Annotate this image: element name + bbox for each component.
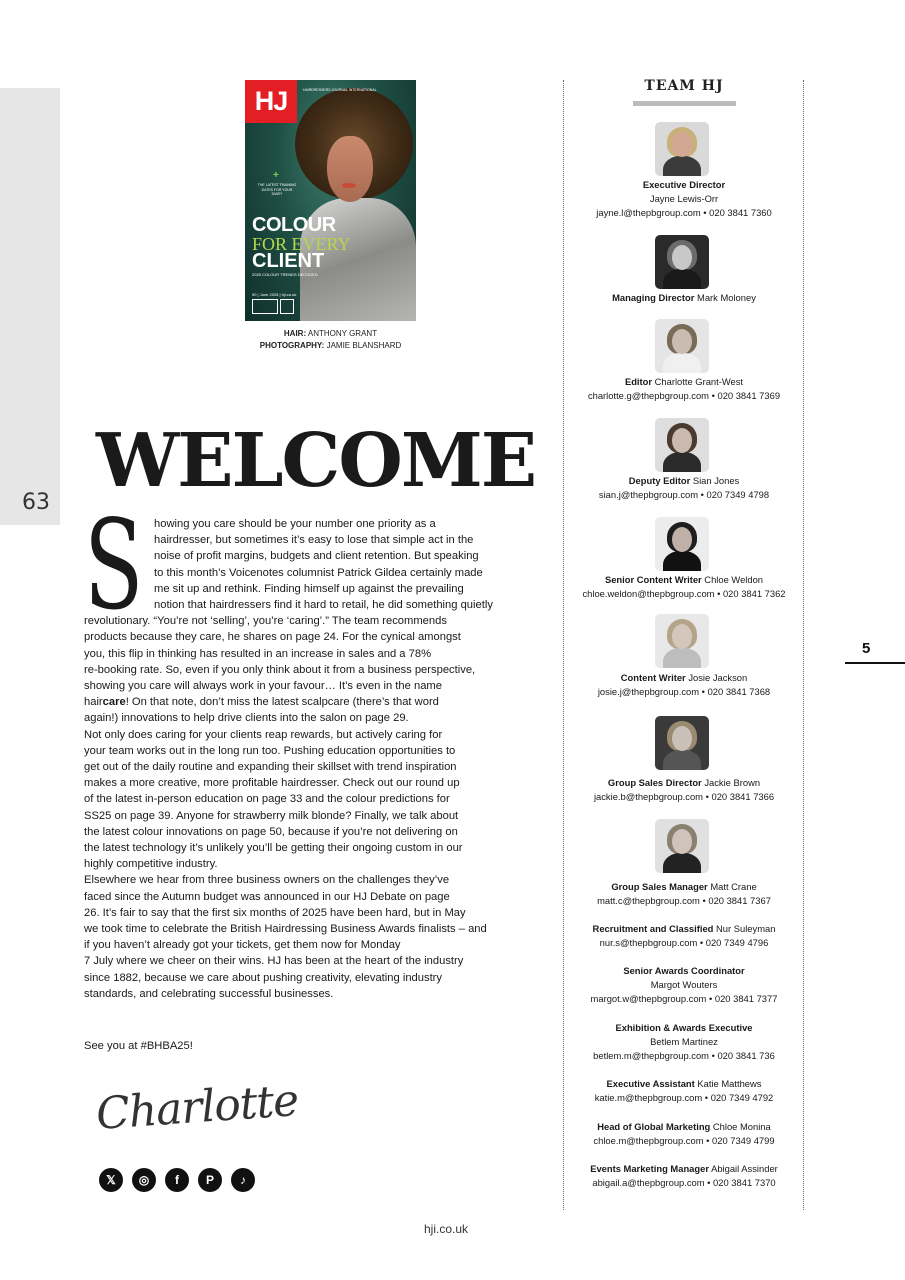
team-member-name: Matt Crane <box>710 881 757 892</box>
team-member-name: Mark Moloney <box>697 292 756 303</box>
team-member-name: Margot Wouters <box>650 978 718 990</box>
body-line: your team works out in the long run too. Pushing education opportunities to <box>84 744 456 757</box>
team-title: TEAM HJ <box>644 78 724 94</box>
body-line: showing you care will always work in your favour… It’s even in the name <box>84 680 442 692</box>
photo-face <box>672 726 692 751</box>
signature: Charlotte <box>94 1075 300 1140</box>
body-line: makes a more creative, more profitable hairdresser. Check out our round up <box>84 777 460 790</box>
photo-torso <box>663 353 701 373</box>
body-line: highly competitive industry. <box>84 858 218 871</box>
team-member-contact[interactable]: betlem.m@thepbgroup.com • 020 3841 736 <box>593 1049 775 1061</box>
team-member <box>570 1120 798 1148</box>
signoff: See you at #BHBA25! <box>84 1040 193 1052</box>
cover-teaser: THE LATEST TRAINING DATES FOR YOUR DIARY <box>257 183 297 196</box>
team-member-name: Betlem Martinez <box>650 1035 718 1047</box>
team-member-contact[interactable]: jackie.b@thepbgroup.com • 020 3841 7366 <box>593 790 775 802</box>
team-member-contact[interactable]: chloe.m@thepbgroup.com • 020 7349 4799 <box>593 1134 775 1146</box>
team-member-contact[interactable]: abigail.a@thepbgroup.com • 020 3841 7370 <box>592 1176 776 1188</box>
team-member-name: Jackie Brown <box>704 777 761 788</box>
team-member-contact[interactable]: nur.s@thepbgroup.com • 020 7349 4796 <box>599 936 769 948</box>
body-line: to this month’s Voicenotes columnist Patrick Gildea certainly made <box>154 566 483 579</box>
team-member-name: Chloe Monina <box>712 1121 771 1132</box>
body-line: you, this flip in thinking has resulted in an increase in sales and a 78% <box>84 647 432 660</box>
body-line: products because they care, he shares on page 24. For the cynical amongst <box>84 631 461 644</box>
team-member <box>570 573 798 601</box>
team-member <box>570 776 798 804</box>
team-member-role: Executive Assistant <box>606 1078 695 1089</box>
team-member-contact[interactable]: jayne.l@thepbgroup.com • 020 3841 7360 <box>596 206 772 218</box>
team-member <box>570 178 798 219</box>
team-member-contact[interactable]: margot.w@thepbgroup.com • 020 3841 7377 <box>590 992 778 1004</box>
photo-face <box>672 527 692 552</box>
page-number-right: 5 <box>862 640 871 657</box>
body-line: howing you care should be your number one priority as a <box>154 518 436 530</box>
photo-credit-name: JAMIE BLANSHARD <box>326 341 402 350</box>
instagram-icon[interactable]: ◎ <box>132 1168 156 1192</box>
body-line-bold: care <box>102 696 126 709</box>
team-member-name: Nur Suleyman <box>716 923 776 934</box>
body-line: 7 July where we cheer on their wins. HJ has been at the heart of the industry <box>84 955 464 968</box>
team-title-rule <box>633 101 736 106</box>
cover-masthead: HAIRDRESSERS JOURNAL INTERNATIONAL <box>303 88 377 92</box>
team-member-role: Recruitment and Classified <box>592 923 714 934</box>
hair-credit-label: HAIR: <box>283 329 307 338</box>
photo-torso <box>663 853 701 873</box>
plus-icon: + <box>273 170 279 181</box>
x-icon[interactable]: 𝕏 <box>99 1168 123 1192</box>
team-member-role: Executive Director <box>642 179 726 190</box>
body-line: Not only does caring for your clients reap rewards, but actively caring for <box>84 728 443 741</box>
team-member-photo <box>655 614 709 668</box>
body-line: we took time to celebrate the British Hairdressing Business Awards finalists – and <box>84 923 487 935</box>
photo-face <box>672 624 692 649</box>
cover-model-lips <box>342 183 356 188</box>
team-member-photo <box>655 517 709 571</box>
team-member-role: Senior Content Writer <box>604 574 702 585</box>
team-member <box>570 291 798 305</box>
welcome-title: WELCOME <box>96 418 536 504</box>
cover-headline-sub: 2025 COLOUR TRENDS DECODED <box>252 272 318 277</box>
footer-url[interactable]: hji.co.uk <box>424 1222 469 1236</box>
team-member-role: Content Writer <box>620 672 686 683</box>
team-member-name: Jayne Lewis-Orr <box>649 192 719 204</box>
body-line-prefix: hair <box>84 696 103 709</box>
team-member <box>570 964 798 1005</box>
body-line: the latest colour innovations on page 50, because if you’re not delivering on <box>84 825 458 838</box>
body-line: of the latest in-person education on page 33 and the colour predictions for <box>84 793 450 806</box>
team-member-photo <box>655 235 709 289</box>
team-member-contact[interactable]: sian.j@thepbgroup.com • 020 7349 4798 <box>598 488 770 500</box>
cover-model-face <box>327 136 373 202</box>
body-line: 26. It’s fair to say that the first six months of 2025 have been hard, but in May <box>84 906 466 919</box>
page-number-rule <box>845 662 905 664</box>
photo-face <box>672 829 692 854</box>
photo-torso <box>663 648 701 668</box>
team-member-photo <box>655 319 709 373</box>
team-member <box>570 474 798 502</box>
team-member-photo <box>655 418 709 472</box>
team-member-name: Abigail Assinder <box>711 1163 778 1174</box>
photo-credit-label: PHOTOGRAPHY: <box>259 341 325 350</box>
pinterest-icon[interactable]: P <box>198 1168 222 1192</box>
magazine-cover <box>245 80 416 321</box>
body-line: Elsewhere we hear from three business owners on the challenges they’ve <box>84 874 450 887</box>
cover-headline-3: CLIENT <box>252 250 325 272</box>
team-member-contact[interactable]: katie.m@thepbgroup.com • 020 7349 4792 <box>594 1091 774 1103</box>
body-line: revolutionary. “You’re not ‘selling’, you’re ‘caring’.” The team recommends <box>84 615 447 628</box>
barcode-icon <box>252 299 278 314</box>
photo-torso <box>663 551 701 571</box>
team-member-name: Chloe Weldon <box>704 574 764 585</box>
team-divider-left <box>563 80 564 1210</box>
team-member <box>570 1162 798 1190</box>
social-links <box>99 1168 255 1192</box>
team-member-name: Katie Matthews <box>697 1078 762 1089</box>
body-line <box>84 694 439 710</box>
body-line: if you haven’t already got your tickets, get them now for Monday <box>84 939 401 952</box>
body-line: re-booking rate. So, even if you only think about it from a business perspective, <box>84 663 476 676</box>
team-member-name: Josie Jackson <box>688 672 748 683</box>
cover-issue: 90 | June 2025 | hji.co.uk <box>252 292 297 297</box>
cover-headline-2: FOR EVERY <box>252 234 351 254</box>
body-line: noise of profit margins, budgets and client retention. But speaking <box>154 550 479 563</box>
team-member-role: Head of Global Marketing <box>597 1121 711 1132</box>
body-line: me sit up and rethink. Finding himself up against the prevailing <box>154 582 464 595</box>
drop-cap: S <box>84 494 144 638</box>
cover-logo: HJ <box>245 80 297 123</box>
team-member <box>570 671 798 699</box>
team-member-contact[interactable]: matt.c@thepbgroup.com • 020 3841 7367 <box>597 894 771 906</box>
team-member <box>570 880 798 908</box>
team-member <box>570 922 798 950</box>
team-member-contact[interactable]: chloe.weldon@thepbgroup.com • 020 3841 7362 <box>582 587 786 599</box>
team-member-photo <box>655 716 709 770</box>
hair-credit-name: ANTHONY GRANT <box>307 329 378 338</box>
team-member-contact[interactable]: josie.j@thepbgroup.com • 020 3841 7368 <box>597 685 771 697</box>
team-member-photo <box>655 122 709 176</box>
photo-torso <box>663 269 701 289</box>
photo-torso <box>663 452 701 472</box>
team-member-contact[interactable]: charlotte.g@thepbgroup.com • 020 3841 7369 <box>587 389 781 401</box>
team-member <box>570 1077 798 1105</box>
body-line-rest: ! On that note, don’t miss the latest scalpcare (there’s that word <box>125 696 439 709</box>
team-member-photo <box>655 819 709 873</box>
body-line: SS25 on page 39. Anyone for strawberry milk blonde? Finally, we talk about <box>84 809 459 822</box>
body-line: the latest technology it’s unlikely you’ll be getting their ongoing custom in our <box>84 842 463 854</box>
side-band <box>0 88 60 525</box>
team-member-role: Group Sales Director <box>607 777 702 788</box>
team-member <box>570 1021 798 1062</box>
cover-headline-1: COLOUR <box>252 214 336 236</box>
body-line: get out of the daily routine and expanding their skillset with trend inspiration <box>84 761 457 773</box>
team-member-role: Group Sales Manager <box>611 881 708 892</box>
barcode-icon <box>280 299 294 314</box>
team-member-role: Deputy Editor <box>628 475 691 486</box>
body-line: since 1882, because we care about pushing creativity, elevating industry <box>84 971 443 984</box>
cover-credits <box>245 328 416 352</box>
photo-face <box>672 329 692 354</box>
body-line: notion that hairdressers find it hard to retail, he did something quietly <box>154 599 493 611</box>
body-line: faced since the Autumn budget was announced in our HJ Debate on page <box>84 890 450 903</box>
team-member <box>570 375 798 403</box>
photo-face <box>672 245 692 270</box>
body-line: again!) innovations to help drive clients into the salon on page 29. <box>84 712 409 725</box>
team-member-name: Sian Jones <box>692 475 740 486</box>
team-member-name: Charlotte Grant-West <box>654 376 744 387</box>
body-line: standards, and celebrating successful businesses. <box>84 987 334 1000</box>
team-member-role: Editor <box>624 376 653 387</box>
team-divider-right <box>803 80 804 1210</box>
photo-face <box>672 132 692 157</box>
team-member-role: Managing Director <box>612 292 695 303</box>
photo-torso <box>663 156 701 176</box>
page-number-left: 63 <box>22 490 50 515</box>
photo-face <box>672 428 692 453</box>
tiktok-icon[interactable]: ♪ <box>231 1168 255 1192</box>
team-member-role: Exhibition & Awards Executive <box>615 1022 753 1033</box>
photo-torso <box>663 750 701 770</box>
facebook-icon[interactable]: f <box>165 1168 189 1192</box>
team-member-role: Events Marketing Manager <box>590 1163 709 1174</box>
team-member-role: Senior Awards Coordinator <box>623 965 745 976</box>
body-line: hairdresser, but sometimes it’s easy to lose that simple act in the <box>154 534 474 547</box>
